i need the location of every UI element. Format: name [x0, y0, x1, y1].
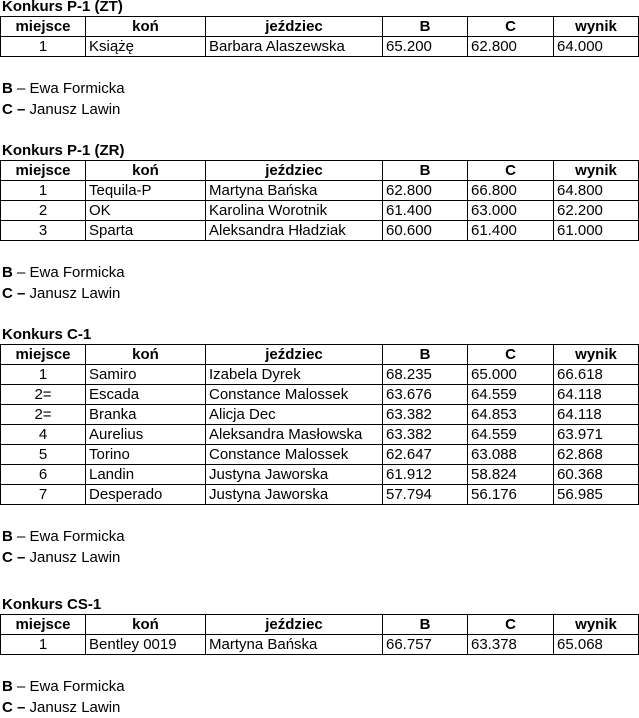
- cell-c: 64.853: [468, 405, 554, 425]
- judge-line: [0, 676, 639, 697]
- cell-b: 68.235: [383, 365, 468, 385]
- table-row: [1, 221, 639, 241]
- cell-horse: Tequila-P: [86, 181, 206, 201]
- judge-position: C –: [2, 549, 26, 566]
- cell-rider: Karolina Worotnik: [206, 201, 383, 221]
- column-header: koń: [86, 615, 206, 635]
- cell-place: 6: [1, 465, 86, 485]
- table-row: [1, 181, 639, 201]
- judge-line: [0, 283, 639, 304]
- column-header: C: [468, 17, 554, 37]
- cell-c: 65.000: [468, 365, 554, 385]
- competition-section: [0, 142, 639, 304]
- cell-c: 62.800: [468, 37, 554, 57]
- column-header: wynik: [554, 17, 639, 37]
- judges-list: [0, 676, 639, 718]
- cell-rider: Constance Malossek: [206, 445, 383, 465]
- cell-result: 64.118: [554, 385, 639, 405]
- cell-result: 62.868: [554, 445, 639, 465]
- cell-b: 63.676: [383, 385, 468, 405]
- cell-rider: Barbara Alaszewska: [206, 37, 383, 57]
- cell-b: 62.800: [383, 181, 468, 201]
- results-table: [0, 344, 639, 505]
- column-header: miejsce: [1, 345, 86, 365]
- table-header-row: [1, 17, 639, 37]
- judge-position: B: [2, 528, 13, 545]
- cell-b: 66.757: [383, 635, 468, 655]
- column-header: wynik: [554, 615, 639, 635]
- cell-place: 2=: [1, 385, 86, 405]
- cell-horse: Aurelius: [86, 425, 206, 445]
- judge-separator: –: [17, 264, 30, 281]
- cell-place: 2=: [1, 405, 86, 425]
- competition-title: Konkurs P-1 (ZT): [2, 0, 123, 15]
- cell-rider: Martyna Bańska: [206, 635, 383, 655]
- cell-c: 56.176: [468, 485, 554, 505]
- results-table: [0, 614, 639, 655]
- table-row: [1, 405, 639, 425]
- competition-section: [0, 326, 639, 568]
- cell-c: 66.800: [468, 181, 554, 201]
- cell-b: 60.600: [383, 221, 468, 241]
- competition-section: [0, 0, 639, 120]
- judge-line: [0, 697, 639, 718]
- column-header: C: [468, 345, 554, 365]
- column-header: B: [383, 17, 468, 37]
- column-header: miejsce: [1, 17, 86, 37]
- judge-position: B: [2, 80, 13, 97]
- cell-place: 1: [1, 37, 86, 57]
- cell-place: 2: [1, 201, 86, 221]
- cell-horse: Torino: [86, 445, 206, 465]
- judge-line: [0, 547, 639, 568]
- cell-b: 63.382: [383, 425, 468, 445]
- judges-list: [0, 526, 639, 568]
- cell-rider: Martyna Bańska: [206, 181, 383, 201]
- competition-title: Konkurs CS-1: [2, 596, 102, 613]
- cell-result: 61.000: [554, 221, 639, 241]
- cell-b: 57.794: [383, 485, 468, 505]
- judge-name: Janusz Lawin: [29, 699, 121, 716]
- column-header: B: [383, 345, 468, 365]
- column-header: wynik: [554, 161, 639, 181]
- judge-line: [0, 78, 639, 99]
- cell-place: 5: [1, 445, 86, 465]
- table-header-row: [1, 615, 639, 635]
- results-table: [0, 160, 639, 241]
- judge-separator: –: [17, 80, 30, 97]
- cell-result: 64.800: [554, 181, 639, 201]
- judge-line: [0, 526, 639, 547]
- column-header: C: [468, 615, 554, 635]
- cell-place: 3: [1, 221, 86, 241]
- cell-rider: Constance Malossek: [206, 385, 383, 405]
- judge-name: Janusz Lawin: [29, 285, 121, 302]
- table-row: [1, 465, 639, 485]
- cell-place: 1: [1, 365, 86, 385]
- cell-c: 64.559: [468, 385, 554, 405]
- cell-horse: OK: [86, 201, 206, 221]
- cell-c: 63.088: [468, 445, 554, 465]
- judge-name: Ewa Formicka: [29, 80, 125, 97]
- column-header: jeździec: [206, 17, 383, 37]
- cell-rider: Aleksandra Masłowska: [206, 425, 383, 445]
- judge-separator: –: [17, 528, 30, 545]
- cell-rider: Aleksandra Hładziak: [206, 221, 383, 241]
- cell-horse: Bentley 0019: [86, 635, 206, 655]
- cell-rider: Izabela Dyrek: [206, 365, 383, 385]
- cell-b: 61.400: [383, 201, 468, 221]
- judge-line: [0, 99, 639, 120]
- column-header: jeździec: [206, 615, 383, 635]
- cell-c: 64.559: [468, 425, 554, 445]
- judge-position: C –: [2, 699, 26, 716]
- table-header-row: [1, 161, 639, 181]
- cell-horse: Desperado: [86, 485, 206, 505]
- cell-b: 61.912: [383, 465, 468, 485]
- judge-name: Ewa Formicka: [29, 678, 125, 695]
- cell-rider: Justyna Jaworska: [206, 465, 383, 485]
- table-header-row: [1, 345, 639, 365]
- cell-rider: Alicja Dec: [206, 405, 383, 425]
- cell-result: 64.000: [554, 37, 639, 57]
- column-header: jeździec: [206, 345, 383, 365]
- table-row: [1, 385, 639, 405]
- column-header: B: [383, 615, 468, 635]
- judge-position: B: [2, 678, 13, 695]
- judge-name: Janusz Lawin: [29, 101, 121, 118]
- column-header: B: [383, 161, 468, 181]
- cell-c: 63.378: [468, 635, 554, 655]
- cell-horse: Sparta: [86, 221, 206, 241]
- results-table: [0, 16, 639, 57]
- cell-horse: Branka: [86, 405, 206, 425]
- cell-result: 60.368: [554, 465, 639, 485]
- column-header: miejsce: [1, 615, 86, 635]
- judges-list: [0, 262, 639, 304]
- judge-position: C –: [2, 285, 26, 302]
- cell-b: 65.200: [383, 37, 468, 57]
- column-header: wynik: [554, 345, 639, 365]
- cell-result: 64.118: [554, 405, 639, 425]
- cell-horse: Escada: [86, 385, 206, 405]
- cell-horse: Książę: [86, 37, 206, 57]
- table-row: [1, 365, 639, 385]
- column-header: jeździec: [206, 161, 383, 181]
- column-header: koń: [86, 161, 206, 181]
- judge-name: Janusz Lawin: [29, 549, 121, 566]
- competition-title: Konkurs P-1 (ZR): [2, 142, 125, 159]
- cell-result: 65.068: [554, 635, 639, 655]
- judge-name: Ewa Formicka: [29, 528, 125, 545]
- column-header: koń: [86, 345, 206, 365]
- cell-c: 63.000: [468, 201, 554, 221]
- table-row: [1, 445, 639, 465]
- cell-place: 4: [1, 425, 86, 445]
- judge-position: B: [2, 264, 13, 281]
- table-row: [1, 201, 639, 221]
- judge-line: [0, 262, 639, 283]
- cell-horse: Samiro: [86, 365, 206, 385]
- column-header: miejsce: [1, 161, 86, 181]
- judge-name: Ewa Formicka: [29, 264, 125, 281]
- cell-c: 58.824: [468, 465, 554, 485]
- cell-c: 61.400: [468, 221, 554, 241]
- cell-horse: Landin: [86, 465, 206, 485]
- column-header: C: [468, 161, 554, 181]
- cell-place: 7: [1, 485, 86, 505]
- table-row: [1, 425, 639, 445]
- competition-title: Konkurs C-1: [2, 326, 92, 343]
- cell-b: 62.647: [383, 445, 468, 465]
- cell-place: 1: [1, 181, 86, 201]
- column-header: koń: [86, 17, 206, 37]
- judges-list: [0, 78, 639, 120]
- competition-section: [0, 596, 639, 718]
- cell-place: 1: [1, 635, 86, 655]
- cell-result: 63.971: [554, 425, 639, 445]
- cell-rider: Justyna Jaworska: [206, 485, 383, 505]
- cell-b: 63.382: [383, 405, 468, 425]
- cell-result: 56.985: [554, 485, 639, 505]
- judge-separator: –: [17, 678, 30, 695]
- cell-result: 66.618: [554, 365, 639, 385]
- table-row: [1, 485, 639, 505]
- table-row: [1, 635, 639, 655]
- judge-position: C –: [2, 101, 26, 118]
- table-row: [1, 37, 639, 57]
- cell-result: 62.200: [554, 201, 639, 221]
